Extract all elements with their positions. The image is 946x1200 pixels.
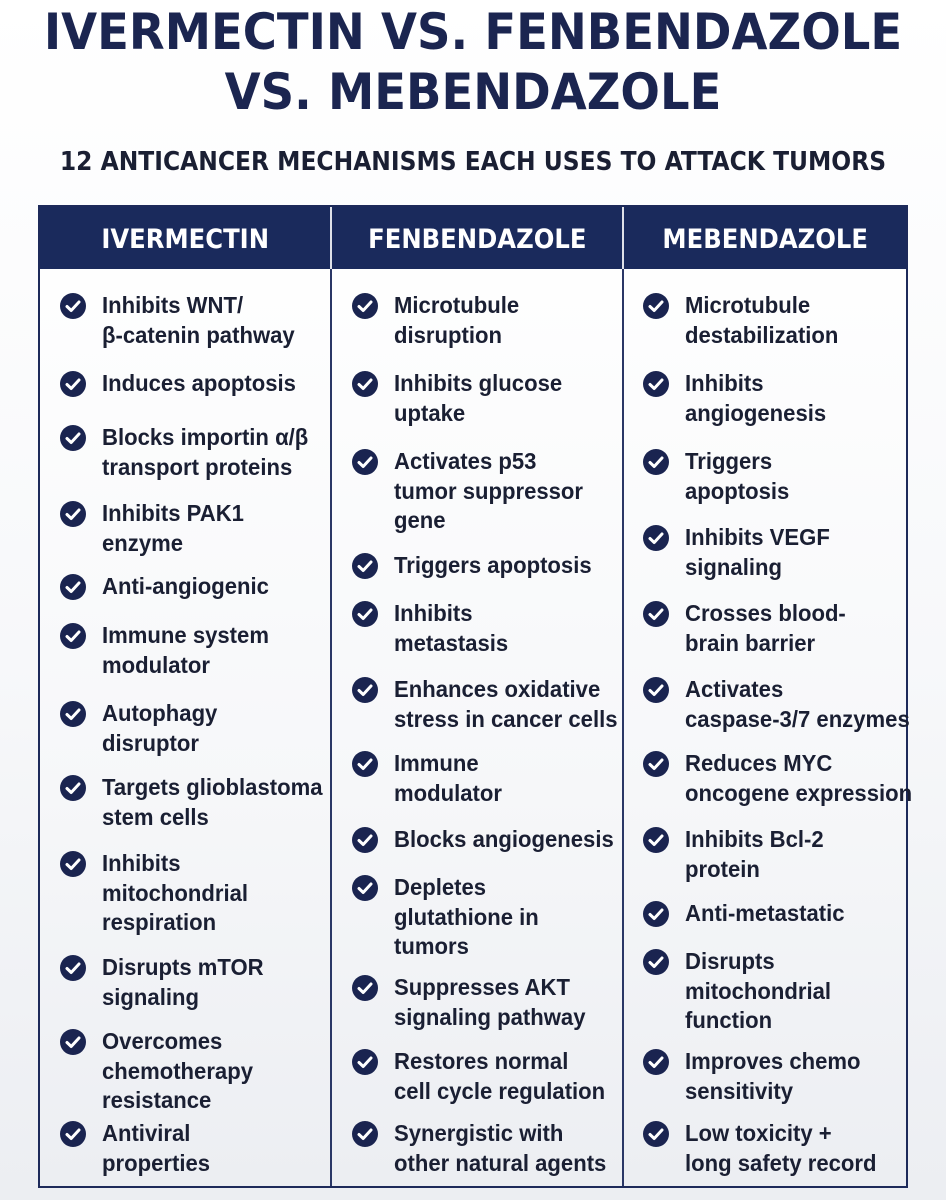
mechanism-label [102,849,248,938]
mechanism-label [685,899,845,929]
mechanism-label [685,1047,861,1106]
check-circle-icon [60,501,86,527]
mechanism-label-line: Crosses blood- [685,600,846,626]
mechanism-label-line: Antiviral [102,1120,191,1146]
mechanism-label-line: cell cycle regulation [394,1077,606,1104]
mechanism-label [394,291,519,350]
mechanism-label-line: Enhances oxidative [394,676,601,702]
mechanism-label-line: Depletes [394,874,487,900]
check-circle-icon [352,751,378,777]
mechanism-label-line: Synergistic with [394,1120,564,1146]
mechanism-label-line: Induces apoptosis [102,370,296,396]
mechanism-label-line: uptake [394,399,466,426]
mechanism-label-line: Inhibits [394,600,473,626]
mechanism-label-line: Microtubule [394,292,520,318]
mechanism-label [102,621,269,680]
check-circle-icon [352,677,378,703]
mechanism-label [394,825,614,855]
check-circle-icon [643,1121,669,1147]
check-circle-icon [60,574,86,600]
mechanism-label [102,699,217,758]
check-circle-icon [352,449,378,475]
page-title [33,2,913,122]
mechanism-label-line: disruption [394,321,502,348]
mechanism-label-line: angiogenesis [685,399,827,426]
mechanism-label-line: brain barrier [685,629,816,656]
mechanism-label [394,447,583,536]
check-circle-icon [60,1029,86,1055]
check-circle-icon [643,525,669,551]
mechanism-label [394,1119,606,1178]
mechanism-label-line: Inhibits [685,370,764,396]
mechanism-label [102,572,269,602]
mechanism-label-line: signaling [685,553,782,580]
mechanism-label-line: Reduces MYC [685,750,833,776]
mechanism-label-line: oncogene expression [685,779,913,806]
mechanism-label-line: signaling [102,983,199,1010]
mechanism-label [685,291,838,350]
mechanism-label [102,291,295,350]
mechanism-label [102,369,296,399]
mechanism-label-line: chemotherapy [102,1057,254,1084]
check-circle-icon [352,293,378,319]
check-circle-icon [352,1121,378,1147]
mechanism-label [394,749,502,808]
header-divider [330,207,332,269]
mechanism-label [102,1119,210,1178]
mechanism-label-line: respiration [102,909,217,935]
mechanism-label [685,825,824,884]
mechanism-label-line: enzyme [102,529,184,556]
check-circle-icon [60,623,86,649]
check-circle-icon [643,449,669,475]
mechanism-label-line: destabilization [685,321,839,348]
check-circle-icon [352,1049,378,1075]
header-divider [622,207,624,269]
check-circle-icon [60,851,86,877]
mechanism-label [685,599,846,658]
mechanism-label-line: tumors [394,933,469,959]
check-circle-icon [352,553,378,579]
mechanism-label-line: properties [102,1149,211,1176]
check-circle-icon [643,601,669,627]
page-subtitle: 12 ANTICANCER MECHANISMS EACH USES TO ATTACK TUMORS [59,147,887,177]
column-header-fenbendazole: FENBENDAZOLE [367,224,587,255]
mechanism-label-line: Inhibits VEGF [685,524,830,550]
mechanism-label [685,369,826,428]
check-circle-icon [60,701,86,727]
check-circle-icon [643,751,669,777]
mechanism-label-line: resistance [102,1087,212,1113]
check-circle-icon [352,875,378,901]
mechanism-label-line: Autophagy [102,700,218,726]
mechanism-label-line: metastasis [394,629,509,656]
mechanism-label-line: Blocks angiogenesis [394,826,614,852]
mechanism-label-line: Activates [685,676,784,702]
check-circle-icon [60,371,86,397]
mechanism-label [394,1047,605,1106]
mechanism-label [102,953,264,1012]
mechanism-label-line: glutathione in [394,903,539,930]
mechanism-label-line: modulator [102,651,210,678]
mechanism-label-line: β-catenin pathway [102,321,295,348]
mechanism-label-line: gene [394,507,446,533]
mechanism-label [102,1027,253,1116]
mechanism-label-line: Disrupts [685,948,775,974]
mechanism-label-line: Disrupts mTOR [102,954,264,980]
mechanism-label [394,369,562,428]
mechanism-label-line: Microtubule [685,292,811,318]
check-circle-icon [60,293,86,319]
mechanism-label-line: mitochondrial [685,977,832,1004]
mechanism-label [394,675,617,734]
mechanism-label-line: Inhibits WNT/ [102,292,244,318]
mechanism-label [685,947,831,1036]
mechanism-label-line: Triggers apoptosis [394,552,592,578]
mechanism-label [102,499,244,558]
check-circle-icon [60,1121,86,1147]
mechanism-label-line: apoptosis [685,477,790,504]
check-circle-icon [643,293,669,319]
column-divider [622,207,624,1186]
check-circle-icon [643,949,669,975]
mechanism-label-line: Restores normal [394,1048,569,1074]
mechanism-label-line: tumor suppressor [394,477,584,504]
check-circle-icon [643,827,669,853]
comparison-table [38,205,913,1188]
check-circle-icon [60,425,86,451]
mechanism-label-line: stem cells [102,803,209,830]
mechanism-label-line: Triggers [685,448,773,474]
mechanism-label-line: function [685,1007,773,1033]
mechanism-label-line: sensitivity [685,1077,794,1104]
mechanism-label-line: modulator [394,779,502,806]
mechanism-label-line: long safety record [685,1149,877,1176]
check-circle-icon [643,1049,669,1075]
mechanism-label [685,447,789,506]
mechanism-label [685,523,830,582]
mechanism-label-line: Anti-metastatic [685,900,845,926]
mechanism-label [685,675,910,734]
check-circle-icon [60,775,86,801]
mechanism-label-line: Immune system [102,622,269,648]
mechanism-label-line: Inhibits glucose [394,370,563,396]
mechanism-label-line: Activates p53 [394,448,537,474]
check-circle-icon [643,677,669,703]
mechanism-label-line: Suppresses AKT [394,974,570,1000]
check-circle-icon [643,901,669,927]
check-circle-icon [352,827,378,853]
table-header [40,207,906,269]
title-line-1: IVERMECTIN VS. FENBENDAZOLE [43,3,903,61]
mechanism-label-line: signaling pathway [394,1003,586,1030]
mechanism-label [394,551,592,581]
mechanism-label-line: protein [685,855,760,882]
check-circle-icon [352,601,378,627]
mechanism-label-line: Inhibits PAK1 [102,500,244,526]
mechanism-label-line: Low toxicity + [685,1120,832,1146]
check-circle-icon [352,371,378,397]
check-circle-icon [352,975,378,1001]
mechanism-label [685,749,912,808]
mechanism-label [102,423,308,482]
mechanism-label-line: disruptor [102,729,199,756]
mechanism-label-line: caspase-3/7 enzymes [685,705,910,732]
mechanism-label-line: Anti-angiogenic [102,573,269,599]
mechanism-label-line: Improves chemo [685,1048,861,1074]
mechanism-label-line: stress in cancer cells [394,705,618,732]
mechanism-label-line: Inhibits Bcl-2 [685,826,824,852]
title-line-2: VS. MEBENDAZOLE [224,63,722,121]
column-divider [330,207,332,1186]
mechanism-label [394,973,585,1032]
column-header-mebendazole: MEBENDAZOLE [662,224,868,255]
mechanism-label [394,599,508,658]
mechanism-label-line: mitochondrial [102,879,249,906]
mechanism-label-line: Inhibits [102,850,181,876]
mechanism-label-line: transport proteins [102,453,293,480]
mechanism-label [685,1119,877,1178]
column-header-ivermectin: IVERMECTIN [101,224,269,255]
check-circle-icon [60,955,86,981]
mechanism-label [102,773,323,832]
mechanism-label-line: Overcomes [102,1028,223,1054]
mechanism-label [394,873,539,962]
mechanism-label-line: other natural agents [394,1149,607,1176]
mechanism-label-line: Targets glioblastoma [102,774,323,800]
mechanism-label-line: Blocks importin α/β [102,424,309,450]
mechanism-label-line: Immune [394,750,479,776]
check-circle-icon [643,371,669,397]
